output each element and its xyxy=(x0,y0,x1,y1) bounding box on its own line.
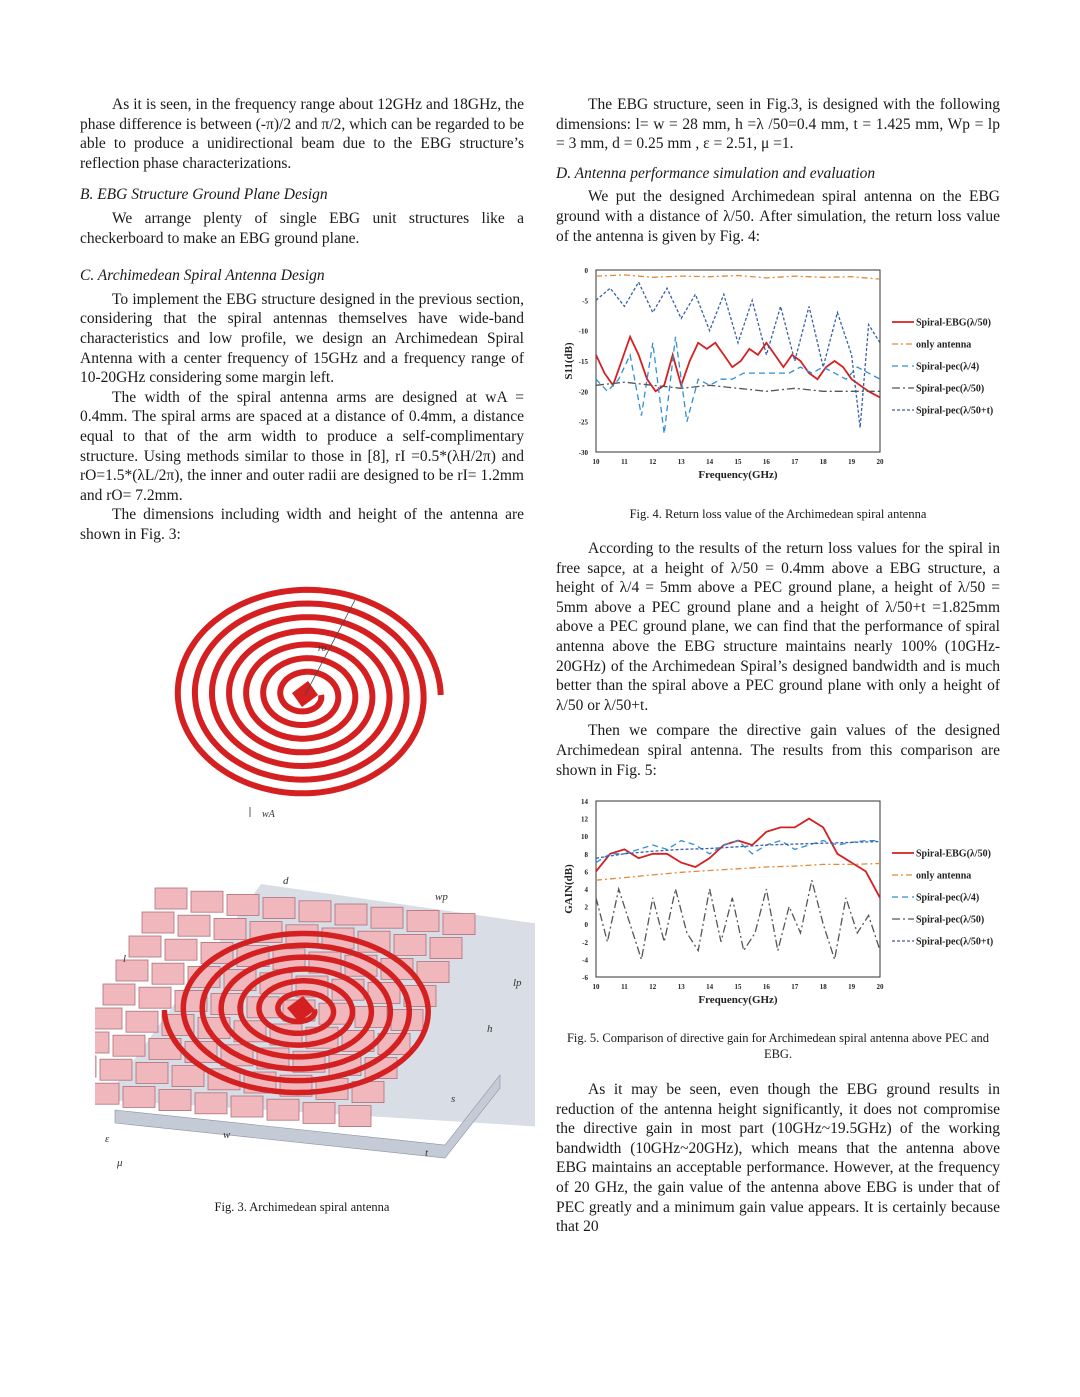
section-b-heading: B. EBG Structure Ground Plane Design xyxy=(80,186,328,204)
x-tick-label: 19 xyxy=(848,458,856,466)
spiral-feed xyxy=(292,681,318,707)
x-tick-label: 18 xyxy=(819,458,827,466)
ebg-cell xyxy=(95,1083,119,1104)
fig4-caption: Fig. 4. Return loss value of the Archimedean spiral antenna xyxy=(629,507,927,521)
fig3-caption: Fig. 3. Archimedean spiral antenna xyxy=(214,1200,390,1214)
x-tick-label: 16 xyxy=(762,458,770,466)
left-paragraph-5: The dimensions including width and height of the antenna are shown in Fig. 3: xyxy=(80,506,524,543)
legend-entry: Spiral-pec(λ/4) xyxy=(916,892,980,904)
mu-label: μ xyxy=(117,1157,123,1169)
x-axis-label: Frequency(GHz) xyxy=(698,994,778,1006)
y-tick-label: 10 xyxy=(581,833,588,842)
section-c-heading: C. Archimedean Spiral Antenna Design xyxy=(80,267,325,285)
ebg-cell xyxy=(417,962,449,983)
ebg-cell xyxy=(407,910,439,931)
y-tick-label: -6 xyxy=(582,974,588,982)
ebg-cell xyxy=(152,963,184,984)
ebg-cell xyxy=(335,904,367,925)
x-tick-label: 18 xyxy=(819,983,827,991)
ebg-cell xyxy=(430,938,462,959)
ebg-cell xyxy=(303,1102,335,1123)
legend-entry: Spiral-pec(λ/50+t) xyxy=(916,405,994,417)
ebg-cell xyxy=(159,1090,191,1111)
left-column xyxy=(80,95,524,544)
wp-label: wp xyxy=(435,891,448,903)
legend-entry: Spiral-EBG(λ/50) xyxy=(916,317,991,329)
legend-entry: Spiral-pec(λ/4) xyxy=(916,361,980,373)
plot-area xyxy=(596,270,880,452)
y-axis-label: S11(dB) xyxy=(563,342,575,380)
ebg-cell xyxy=(129,936,161,957)
right-column-top xyxy=(556,95,1000,246)
x-tick-label: 17 xyxy=(791,458,799,466)
ebg-cell xyxy=(103,984,135,1005)
legend-entry: Spiral-EBG(λ/50) xyxy=(916,848,991,860)
wa-label: wA xyxy=(262,809,275,820)
ebg-cell xyxy=(116,960,148,981)
y-tick-label: 14 xyxy=(581,798,588,806)
x-tick-label: 10 xyxy=(592,458,600,466)
y-tick-label: 4 xyxy=(584,886,588,894)
ebg-cell xyxy=(339,1106,371,1127)
ebg-cell xyxy=(371,907,403,928)
y-tick-label: 0 xyxy=(584,921,588,930)
ebg-cell xyxy=(95,1056,96,1077)
x-tick-label: 10 xyxy=(592,983,600,991)
x-tick-label: 13 xyxy=(677,458,685,466)
ebg-cell xyxy=(394,934,426,955)
lp-label: lp xyxy=(513,977,522,989)
ebg-cell xyxy=(136,1062,168,1083)
legend-entry: Spiral-pec(λ/50+t) xyxy=(916,936,994,948)
y-tick-label: -5 xyxy=(582,297,588,306)
ebg-cell xyxy=(113,1035,145,1056)
ebg-cell xyxy=(227,894,259,915)
ebg-cell xyxy=(263,898,295,919)
left-paragraph-3: To implement the EBG structure designed in the previous section, considering that the spiral antennas themselves have wide-band characteristics and low profile, we design an Archimedean Spiral Antenna with a center frequency of 15GHz and a frequency range of 10-20GHz considering some margin left. xyxy=(80,290,524,387)
ebg-cell xyxy=(155,888,187,909)
right-paragraph-4: Then we compare the directive gain values of the designed Archimedean spiral antenna. The results from this comparison are shown in Fig. 5: xyxy=(556,722,1000,779)
y-axis-label: GAIN(dB) xyxy=(563,864,575,914)
y-tick-label: 0 xyxy=(584,267,588,275)
ebg-cell xyxy=(95,1032,109,1053)
x-tick-label: 11 xyxy=(621,458,628,466)
left-paragraph-2: We arrange plenty of single EBG unit structures like a checkerboard to make an EBG ground plane. xyxy=(80,209,524,247)
epsilon-label: ε xyxy=(105,1133,110,1145)
y-tick-label: 2 xyxy=(584,903,588,912)
ebg-cell xyxy=(123,1086,155,1107)
ebg-cell xyxy=(165,939,197,960)
x-tick-label: 12 xyxy=(649,458,657,466)
y-tick-label: -25 xyxy=(578,418,588,427)
x-tick-label: 19 xyxy=(848,983,856,991)
y-tick-label: -20 xyxy=(578,388,588,397)
right-column-bottom xyxy=(556,1080,1000,1237)
y-tick-label: -15 xyxy=(578,358,588,366)
right-paragraph-3: According to the results of the return loss values for the spiral in free sapce, at a height of λ/50 = 0.4mm above a EBG structure, a height of λ/4 = 5mm above a PEC ground plane, a height of λ/50 = 5mm above a PEC ground plane and a height of λ/50+t =1.825mm above a PEC ground plane, we can find that the performance of spiral antenna above the EBG structure maintains nearly 100% (10GHz-20GHz) of the Archimedean Spiral’s designed bandwidth and is much better than the spiral above a PEC ground plane with only a height of λ/50 or λ/50+t. xyxy=(556,540,1000,714)
fig5-caption: Fig. 5. Comparison of directive gain for Archimedean spiral antenna above PEC and EBG. xyxy=(566,1031,990,1061)
directive-gain-chart xyxy=(556,793,1036,1025)
h-label: h xyxy=(487,1023,493,1035)
y-tick-label: -10 xyxy=(578,327,588,336)
ebg-cell-grid xyxy=(95,884,535,1158)
t-label: t xyxy=(425,1147,429,1159)
y-tick-label: 12 xyxy=(581,815,588,824)
y-tick-label: 6 xyxy=(584,868,588,877)
ebg-cell xyxy=(142,912,174,933)
ebg-cell xyxy=(299,901,331,922)
l-label: l xyxy=(123,953,127,965)
left-paragraph-1: As it is seen, in the frequency range about 12GHz and 18GHz, the phase difference is between (-π)/2 and π/2, which can be regarded to be able to produce a unidirectional beam due to the EBG structure’s reflection phase characterizations. xyxy=(80,96,524,172)
ebg-cell xyxy=(126,1011,158,1032)
legend-entry: Spiral-pec(λ/50) xyxy=(916,914,985,926)
ebg-cell xyxy=(139,987,171,1008)
legend-entry: only antenna xyxy=(916,870,972,882)
right-paragraph-5: As it may be seen, even though the EBG ground results in reduction of the antenna height significantly, it does not compromise the directive gain in most part (10GHz~19.5GHz) of the working bandwidth (10GHz~20GHz), which means that the antenna above EBG maintains an acceptable performance. However, at the frequency of 20 GHz, the gain value of the antenna above EBG is under that of PEC greatly and a minimum gain value appears. It is certainly because that 20 xyxy=(556,1081,1000,1236)
ebg-cell xyxy=(231,1096,263,1117)
ebg-cell xyxy=(267,1099,299,1120)
x-tick-label: 14 xyxy=(706,983,714,991)
x-axis-label: Frequency(GHz) xyxy=(698,469,778,481)
ebg-cell xyxy=(172,1066,204,1087)
left-paragraph-4: The width of the spiral antenna arms are designed at wA = 0.4mm. The spiral arms are spaced at a distance of 0.4mm, a distance equal to that of the arm width to produce a self-complimentary structure. Using methods similar to those in [8], rI =0.5*(λH/2π) and rO=1.5*(λL/2π), the inner and outer radii are designed to be rI= 1.2mm and rO= 7.2mm. xyxy=(80,388,524,504)
x-tick-label: 14 xyxy=(706,458,714,466)
y-tick-label: -4 xyxy=(582,956,588,965)
x-tick-label: 15 xyxy=(734,983,742,991)
y-tick-label: 8 xyxy=(584,850,588,859)
s-label: s xyxy=(451,1093,456,1105)
ebg-cell xyxy=(191,891,223,912)
x-tick-label: 16 xyxy=(762,983,770,991)
ebg-cell xyxy=(195,1093,227,1114)
d-label: d xyxy=(283,875,289,887)
x-tick-label: 12 xyxy=(649,983,657,991)
legend-entry: Spiral-pec(λ/50) xyxy=(916,383,985,395)
x-tick-label: 15 xyxy=(734,458,742,466)
ebg-cell xyxy=(95,1008,122,1029)
spiral-antenna-figure xyxy=(160,585,460,825)
x-tick-label: 11 xyxy=(621,983,628,991)
x-tick-label: 20 xyxy=(876,983,884,991)
y-tick-label: -30 xyxy=(578,449,588,457)
return-loss-chart xyxy=(556,262,1036,500)
legend-entry: only antenna xyxy=(916,339,972,351)
ebg-ground-plane-figure xyxy=(95,870,535,1190)
right-paragraph-1: The EBG structure, seen in Fig.3, is designed with the following dimensions: l= w = 28 mm, h =λ /50=0.4 mm, t = 1.425 mm, Wp = lp = 3 mm, d = 0.25 mm , ε = 2.51, μ =1. xyxy=(556,96,1000,153)
ebg-cell xyxy=(178,915,210,936)
x-tick-label: 13 xyxy=(677,983,685,991)
x-tick-label: 17 xyxy=(791,983,799,991)
x-tick-label: 20 xyxy=(876,458,884,466)
ebg-cell xyxy=(214,918,246,939)
ro-label: ro xyxy=(318,643,327,654)
w-label: w xyxy=(223,1129,231,1141)
right-paragraph-2: We put the designed Archimedean spiral antenna on the EBG ground with a distance of λ/50. After simulation, the return loss value of the antenna is given by Fig. 4: xyxy=(556,188,1000,245)
y-tick-label: -2 xyxy=(582,938,588,947)
section-d-heading: D. Antenna performance simulation and evaluation xyxy=(556,164,876,182)
ebg-cell xyxy=(443,914,475,935)
ebg-cell xyxy=(100,1059,132,1080)
right-column-mid xyxy=(556,539,1000,780)
